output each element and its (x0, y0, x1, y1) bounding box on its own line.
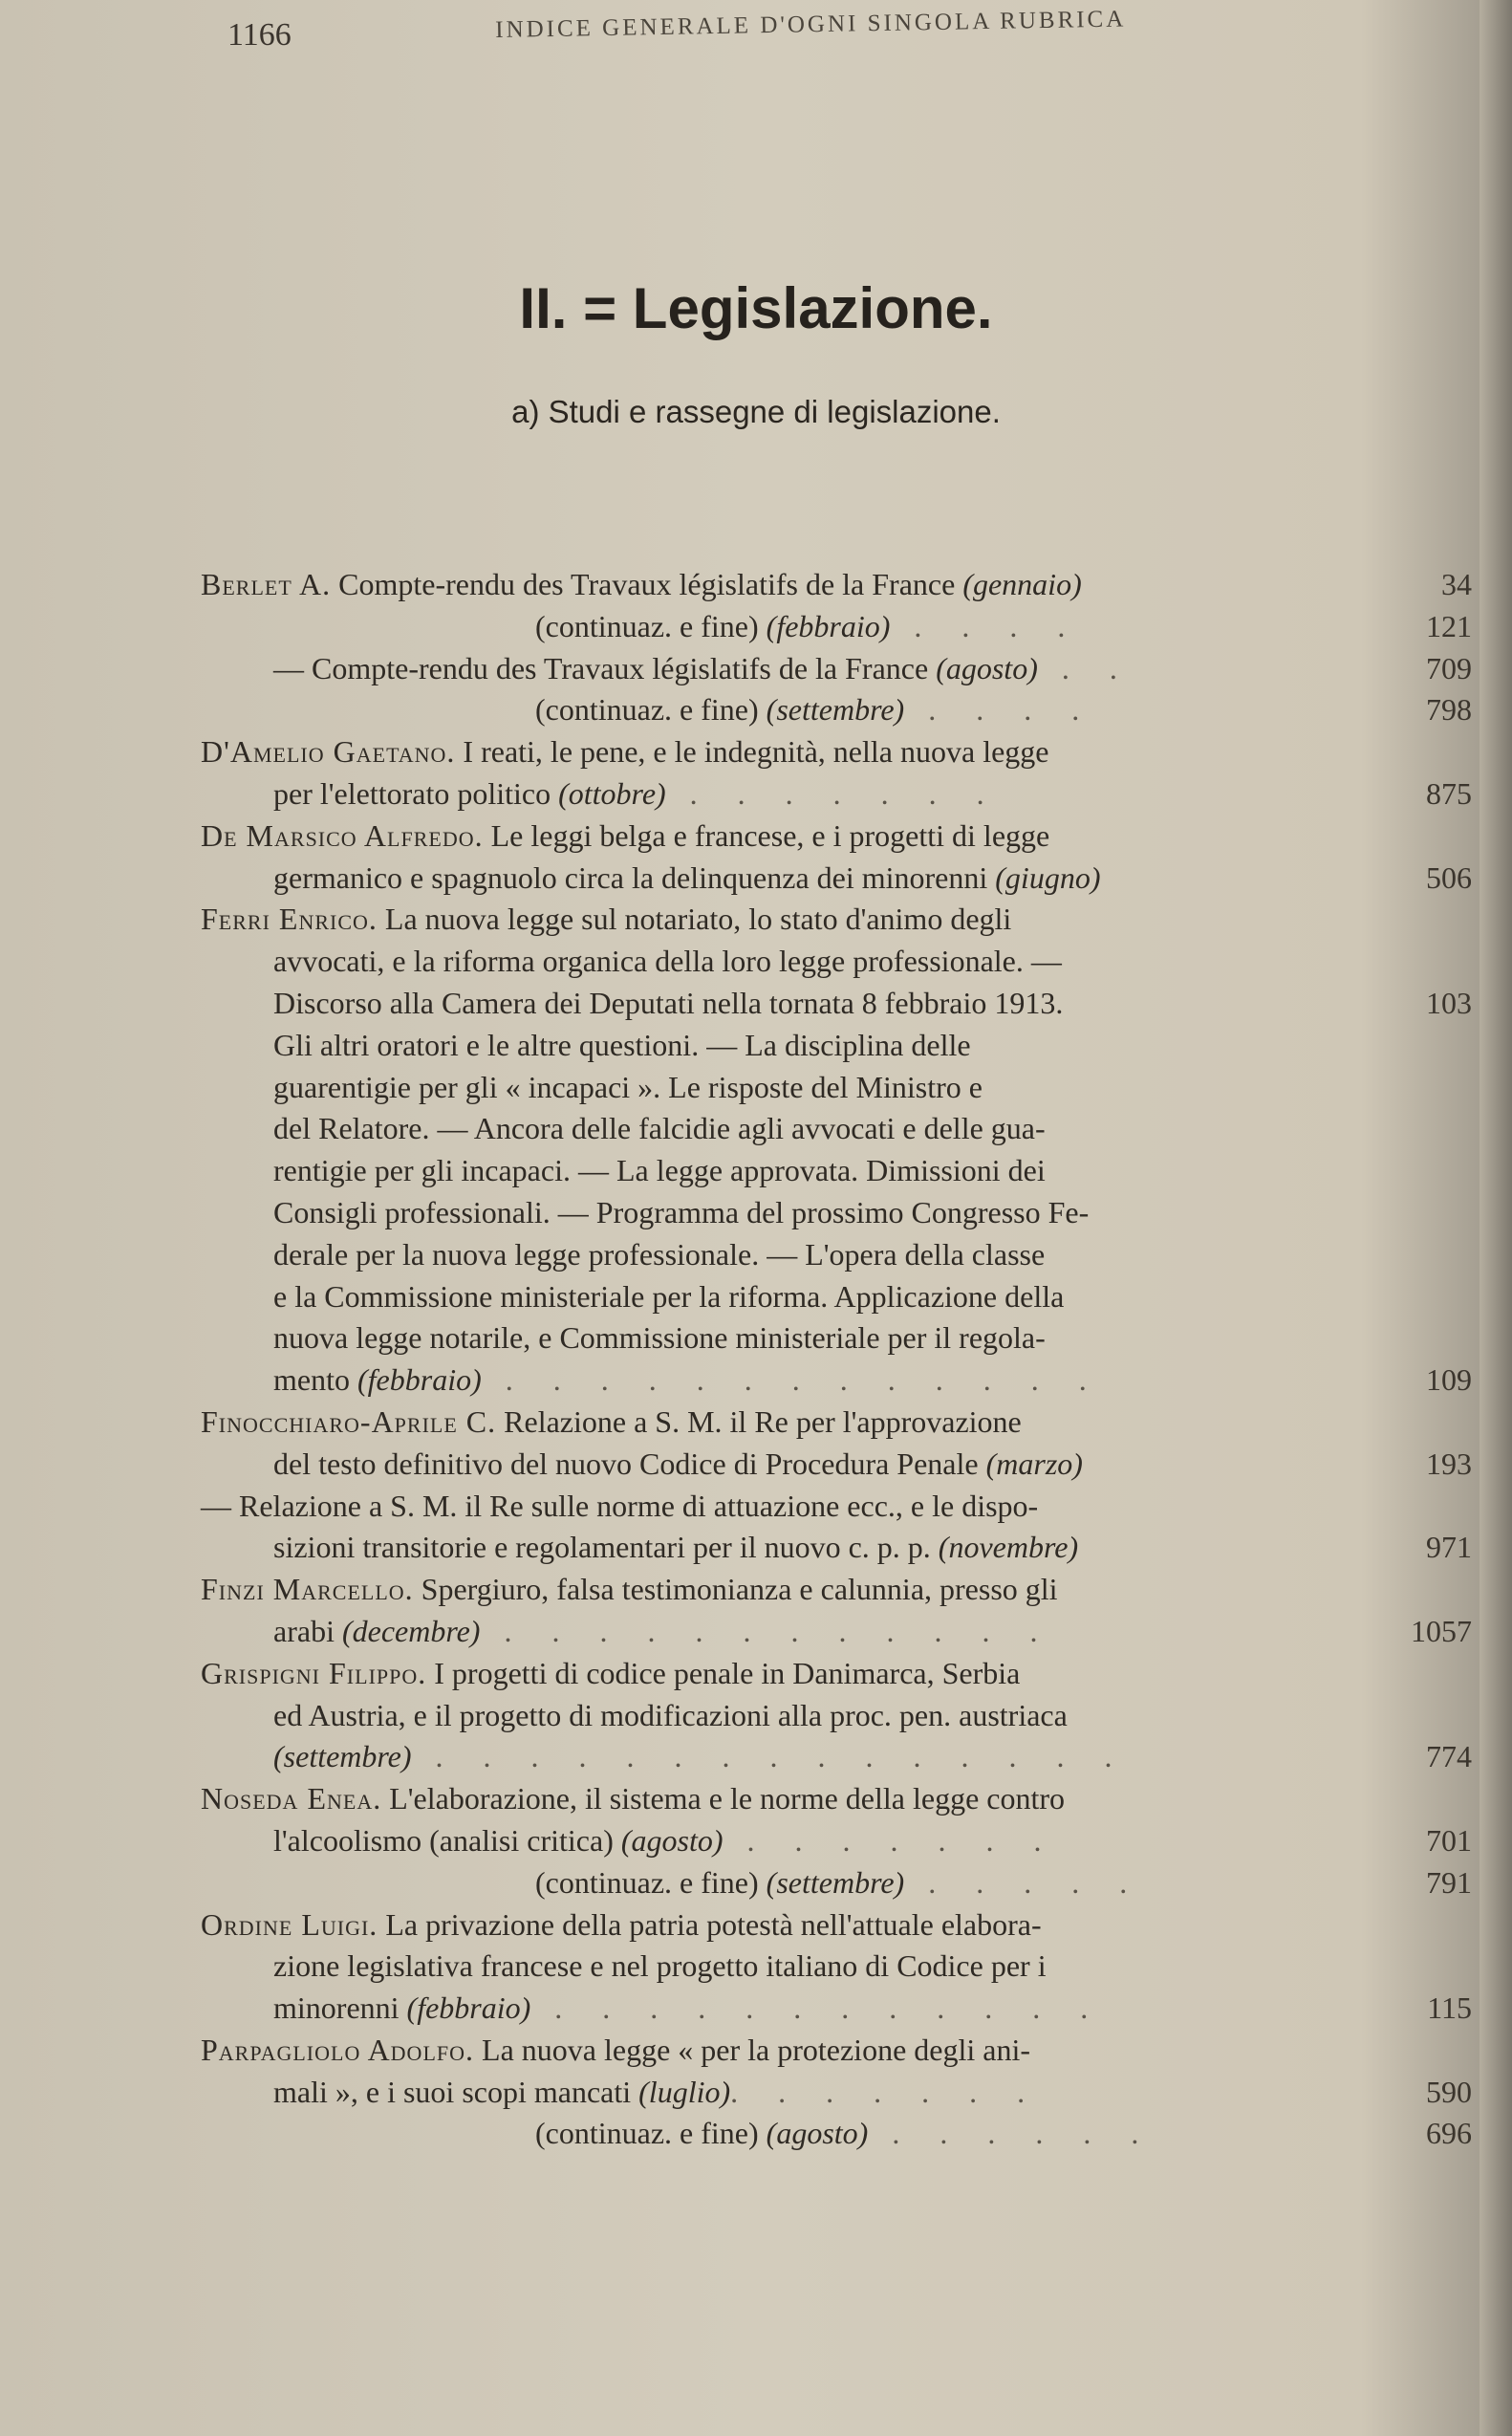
entry-text: (continuaz. e fine) (535, 608, 767, 643)
entry-page-number: 115 (1427, 1990, 1472, 2026)
entry-text (201, 1820, 1058, 1862)
entry-author: Noseda Enea. (201, 1781, 382, 1816)
entry-author: Berlet A. (201, 567, 332, 601)
entry-text: I progetti di codice penale in Danimarca, Serbia (426, 1655, 1021, 1690)
entry-text (201, 941, 1062, 983)
entry-text: e la Commissione ministeriale per la riforma. Applicazione della (273, 1278, 1065, 1314)
entry-page-number: 709 (1426, 650, 1472, 685)
entry-month: (febbraio) (766, 608, 891, 643)
entry-month: (gennaio) (962, 567, 1082, 601)
entry-text (201, 1150, 1046, 1192)
page-edge-shadow (1480, 0, 1512, 2436)
entry-text: Relazione a S. M. il Re per l'approvazione (496, 1403, 1022, 1439)
entry-text: Le leggi belga e francese, e i progetti di legge (483, 817, 1050, 853)
entry-dots: . . . . . (904, 1864, 1144, 1900)
entry-text (201, 1444, 1083, 1486)
entry-text (201, 1778, 1065, 1820)
page-header (227, 6, 1279, 55)
entry-text (201, 816, 1049, 858)
entry-text (201, 648, 1134, 690)
entry-text: del testo definitivo del nuovo Codice di Procedura Penale (273, 1446, 986, 1481)
index-entry-line (201, 1402, 1472, 1444)
entry-page-number: 791 (1426, 1864, 1472, 1900)
entry-text: Discorso alla Camera dei Deputati nella tornata 8 febbraio 1913. (273, 985, 1064, 1020)
index-entry-line (201, 1025, 1472, 1067)
entry-page-number: 701 (1426, 1822, 1472, 1858)
entry-text (201, 564, 1082, 606)
entry-text (201, 1946, 1047, 1988)
entry-page-number: 193 (1426, 1446, 1472, 1481)
entry-author: Ordine Luigi. (201, 1906, 378, 1942)
entry-text (201, 2113, 1155, 2155)
entry-text: arabi (273, 1613, 342, 1648)
entry-month: (febbraio) (406, 1990, 531, 2026)
entry-text (201, 1317, 1046, 1359)
entry-text: Spergiuro, falsa testimonianza e calunnia, presso gli (413, 1572, 1058, 1607)
entry-page-number: 1057 (1411, 1613, 1472, 1648)
entry-text (201, 1192, 1089, 1234)
entry-text: La privazione della patria potestà nell'attuale elabora- (378, 1906, 1042, 1942)
entry-text: zione legislativa francese e nel progetto italiano di Codice per i (273, 1948, 1047, 1984)
index-entry-line (201, 941, 1472, 983)
entry-text: ed Austria, e il progetto di modificazioni alla proc. pen. austriaca (273, 1697, 1068, 1732)
entry-text: — Relazione a S. M. il Re sulle norme di attuazione ecc., e le dispo- (201, 1488, 1039, 1523)
entry-page-number: 103 (1426, 985, 1472, 1020)
entry-text (201, 1234, 1045, 1276)
entry-month: (novembre) (938, 1530, 1079, 1565)
index-entry-line (201, 1653, 1472, 1695)
entry-month: (ottobre) (558, 775, 666, 811)
entry-month: (agosto) (766, 2116, 869, 2151)
page-number: 1166 (227, 17, 292, 53)
entry-text (201, 1569, 1058, 1611)
entry-dots: . . . . . . . (723, 1822, 1058, 1858)
entry-month: (agosto) (936, 650, 1038, 685)
entry-text: minorenni (273, 1990, 407, 2026)
entry-page-number: 590 (1426, 2074, 1472, 2109)
entry-text: rentigie per gli incapaci. — La legge approvata. Dimissioni dei (273, 1153, 1046, 1188)
index-entry-line (201, 1359, 1472, 1402)
entry-text (201, 1067, 983, 1109)
entry-text: del Relatore. — Ancora delle falcidie agli avvocati e delle gua- (273, 1111, 1046, 1146)
entry-text: avvocati, e la riforma organica della loro legge professionale. — (273, 944, 1062, 979)
index-entry-line (201, 564, 1472, 606)
entry-author: De Marsico Alfredo. (201, 817, 484, 853)
entry-text (201, 1862, 1143, 1904)
entry-text (201, 773, 1001, 816)
entry-month: (giugno) (995, 859, 1101, 895)
index-entry-line (201, 1569, 1472, 1611)
entry-text: I reati, le pene, e le indegnità, nella nuova legge (455, 734, 1049, 770)
index-entry-line (201, 1778, 1472, 1820)
entry-text: Compte-rendu des Travaux législatifs de la France (331, 567, 963, 601)
index-entry-line (201, 858, 1472, 900)
entry-month: (febbraio) (356, 1362, 482, 1398)
entry-dots: . . . . . . . (665, 775, 1001, 811)
index-entry-line (201, 1904, 1472, 1947)
entry-text: derale per la nuova legge professionale. — L'opera della classe (273, 1236, 1046, 1272)
section-title: II. = Legislazione. (519, 276, 993, 340)
entry-text: mali », e i suoi scopi mancati (273, 2074, 639, 2109)
index-entries (201, 564, 1472, 2155)
entry-dots: . . . . . . . . . . . . . (481, 1362, 1103, 1398)
index-entry-line (201, 1486, 1472, 1528)
entry-text (201, 2030, 1030, 2072)
index-entry-line (201, 648, 1472, 690)
entry-text: La nuova legge « per la protezione degli ani- (474, 2032, 1030, 2067)
entry-month: (settembre) (766, 692, 905, 728)
entry-author: Finzi Marcello. (201, 1572, 414, 1607)
index-entry-line (201, 899, 1472, 941)
entry-month: (settembre) (273, 1739, 412, 1774)
entry-text (201, 1988, 1104, 2030)
entry-text (201, 2072, 1041, 2114)
index-entry-line (201, 1736, 1472, 1778)
entry-dots: . . . . . . . . . . . . (530, 1990, 1105, 2026)
subsection-title: a) Studi e rassegne di legislazione. (511, 394, 1001, 429)
entry-text (201, 1695, 1068, 1737)
running-head: INDICE GENERALE D'OGNI SINGOLA RUBRICA (495, 6, 1127, 43)
entry-text (201, 1276, 1064, 1318)
entry-month: (decembre) (341, 1613, 481, 1648)
entry-text: L'elaborazione, il sistema e le norme della legge contro (381, 1781, 1066, 1816)
entry-dots: . . . . (890, 608, 1082, 643)
entry-text (201, 983, 1063, 1025)
entry-page-number: 875 (1426, 775, 1472, 811)
index-entry-line (201, 1695, 1472, 1737)
entry-text: guarentigie per gli « incapaci ». Le risposte del Ministro e (273, 1069, 983, 1104)
entry-text (201, 899, 1011, 941)
entry-text (201, 1486, 1038, 1528)
index-entry-line (201, 1611, 1472, 1653)
index-entry-line (201, 773, 1472, 816)
entry-month: (agosto) (620, 1822, 724, 1858)
entry-text (201, 1653, 1020, 1695)
entry-text: La nuova legge sul notariato, lo stato d'animo degli (377, 902, 1012, 937)
index-entry-line (201, 1988, 1472, 2030)
index-entry-line (201, 1946, 1472, 1988)
index-entry-line (201, 1317, 1472, 1359)
entry-dots: . . . . . . . . . . . . . . . (411, 1739, 1129, 1774)
index-entry-line (201, 731, 1472, 773)
entry-month: (luglio) (638, 2074, 731, 2109)
index-entry-line (201, 816, 1472, 858)
entry-text (201, 731, 1048, 773)
entry-text (201, 1402, 1022, 1444)
index-entry-line (201, 1820, 1472, 1862)
entry-text (201, 606, 1081, 648)
index-entry-line (201, 606, 1472, 648)
entry-dots: . . . . (904, 692, 1096, 728)
entry-text (201, 1025, 971, 1067)
entry-text (201, 858, 1100, 900)
entry-text: per l'elettorato politico (273, 775, 559, 811)
entry-text (201, 1359, 1103, 1402)
entry-page-number: 34 (1441, 567, 1472, 601)
index-entry-line (201, 1862, 1472, 1904)
entry-page-number: 121 (1426, 608, 1472, 643)
entry-dots: . . . . . . (868, 2116, 1156, 2151)
entry-text: germanico e spagnuolo circa la delinquenza dei minorenni (273, 859, 996, 895)
entry-text: Consigli professionali. — Programma del prossimo Congresso Fe- (273, 1194, 1090, 1229)
entry-author: D'Amelio Gaetano. (201, 734, 456, 770)
entry-text (201, 1611, 1053, 1653)
entry-page-number: 798 (1426, 692, 1472, 728)
index-entry-line (201, 2072, 1472, 2114)
entry-text (201, 1108, 1046, 1150)
entry-author: Parpagliolo Adolfo. (201, 2032, 475, 2067)
entry-text: mento (273, 1362, 357, 1398)
entry-text (201, 1527, 1078, 1569)
entry-text (201, 689, 1095, 731)
entry-dots: . . . . . . . (730, 2074, 1042, 2109)
index-entry-line (201, 1234, 1472, 1276)
entry-page-number: 696 (1426, 2116, 1472, 2151)
entry-page-number: 774 (1426, 1739, 1472, 1774)
entry-page-number: 971 (1426, 1530, 1472, 1565)
entry-text: nuova legge notarile, e Commissione ministeriale per il regola- (273, 1320, 1046, 1356)
entry-author: Grispigni Filippo. (201, 1655, 427, 1690)
index-entry-line (201, 983, 1472, 1025)
index-entry-line (201, 1150, 1472, 1192)
entry-page-number: 506 (1426, 859, 1472, 895)
entry-month: (settembre) (766, 1864, 905, 1900)
index-entry-line (201, 1444, 1472, 1486)
entry-text: (continuaz. e fine) (535, 1864, 767, 1900)
index-entry-line (201, 1192, 1472, 1234)
index-entry-line (201, 1108, 1472, 1150)
entry-page-number: 109 (1426, 1362, 1472, 1398)
index-entry-line (201, 689, 1472, 731)
entry-text: sizioni transitorie e regolamentari per il nuovo c. p. p. (273, 1530, 939, 1565)
entry-text (201, 1736, 1129, 1778)
entry-month: (marzo) (985, 1446, 1083, 1481)
entry-dots: . . (1037, 650, 1134, 685)
entry-text: Gli altri oratori e le altre questioni. — La disciplina delle (273, 1027, 971, 1062)
entry-dots: . . . . . . . . . . . . (480, 1613, 1054, 1648)
index-entry-line (201, 1067, 1472, 1109)
index-entry-line (201, 1276, 1472, 1318)
index-entry-line (201, 1527, 1472, 1569)
entry-text (201, 1904, 1042, 1947)
entry-text: l'alcoolismo (analisi critica) (273, 1822, 621, 1858)
entry-text: — Compte-rendu des Travaux législatifs de la France (273, 650, 937, 685)
entry-author: Ferri Enrico. (201, 902, 378, 937)
index-entry-line (201, 2113, 1472, 2155)
index-entry-line (201, 2030, 1472, 2072)
entry-author: Finocchiaro-Aprile C. (201, 1403, 497, 1439)
entry-text: (continuaz. e fine) (535, 692, 767, 728)
entry-text: (continuaz. e fine) (535, 2116, 767, 2151)
